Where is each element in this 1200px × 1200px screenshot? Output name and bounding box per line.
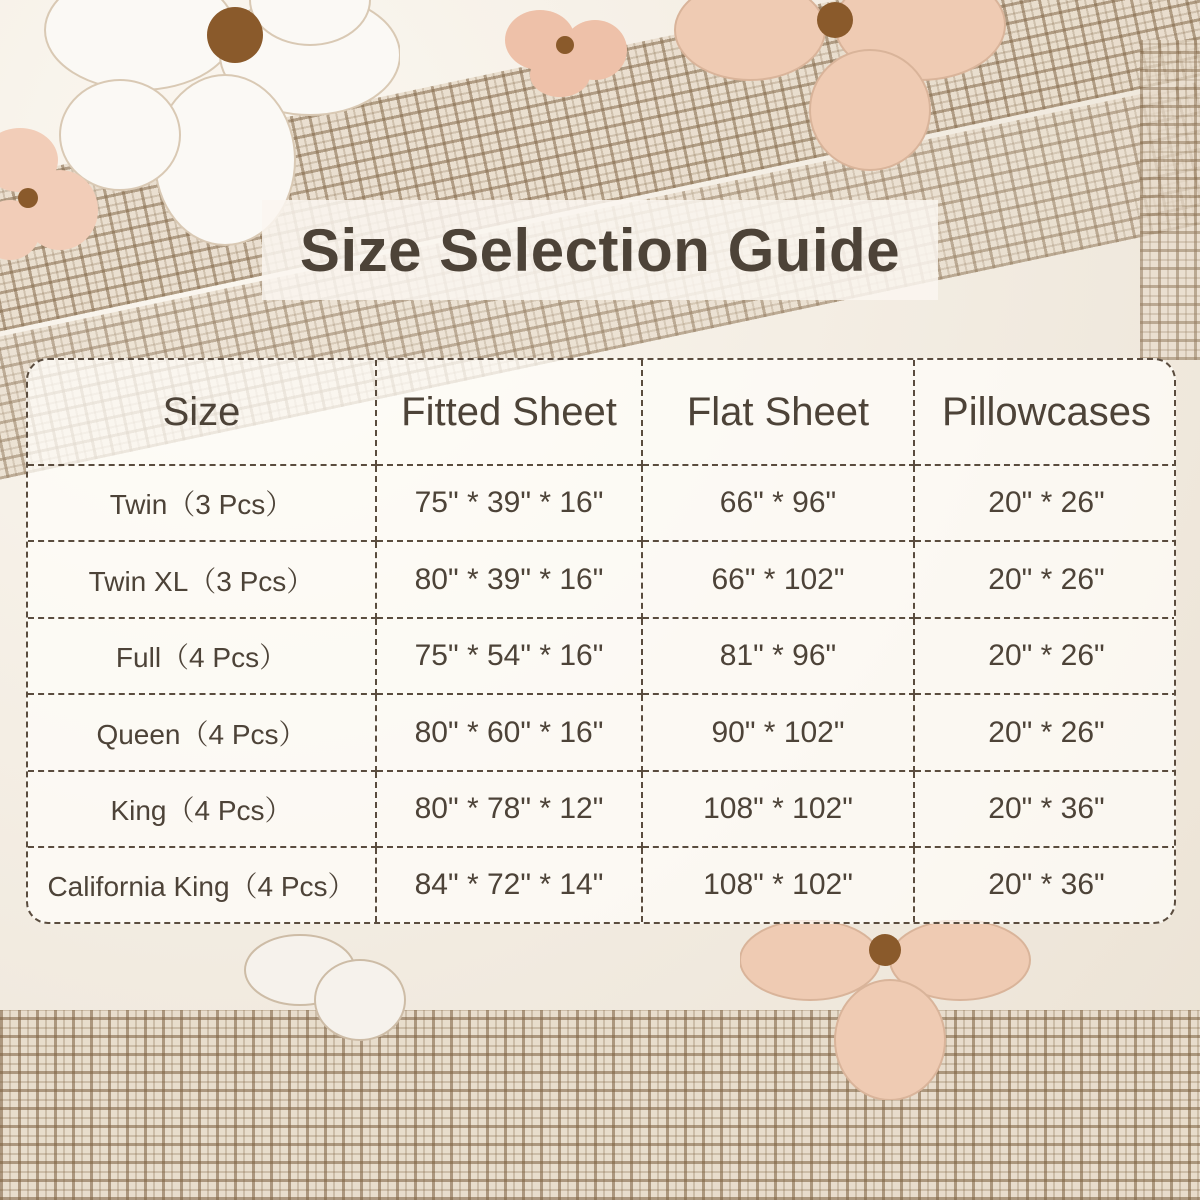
fitted-cell: 75" * 54" * 16" [376,618,642,694]
flat-cell: 81" * 96" [642,618,914,694]
pillow-cell: 20" * 36" [988,868,1105,902]
table-row [28,618,1176,694]
flat-cell: 108" * 102" [642,847,914,922]
flat-cell: 66" * 96" [642,465,914,541]
header-size: Size [28,360,376,465]
size-cell: Full（4 Pcs） [28,618,376,694]
flower-decoration [740,920,1040,1100]
size-cell: Twin（3 Pcs） [28,465,376,541]
flat-cell: 90" * 102" [642,694,914,770]
flower-decoration [670,0,1010,180]
flower-decoration [0,120,110,270]
size-cell: King（4 Pcs） [28,771,376,847]
flat-cell: 66" * 102" [642,541,914,617]
header-flat-sheet: Flat Sheet [642,360,914,465]
plaid-band-decoration [1140,40,1200,360]
table-row [28,694,1176,770]
pillow-cell: 20" * 36" [914,771,1176,847]
size-cell: Twin XL（3 Pcs） [28,541,376,617]
size-table-container [26,358,1176,924]
size-cell: Queen（4 Pcs） [28,694,376,770]
title-banner [262,200,938,300]
pillow-cell: 20" * 26" [914,694,1176,770]
flat-cell: 108" * 102" [642,771,914,847]
size-table [28,360,1176,922]
table-row [28,847,1176,922]
table-row [28,541,1176,617]
fitted-cell: 84" * 72" * 14" [376,847,642,922]
pillow-cell: 20" * 26" [914,541,1176,617]
fitted-cell: 75" * 39" * 16" [376,465,642,541]
header-pillowcases: Pillowcases [914,360,1176,465]
pillow-cell: 20" * 26" [914,618,1176,694]
table-row [28,465,1176,541]
header-fitted-sheet: Fitted Sheet [376,360,642,465]
fitted-cell: 80" * 39" * 16" [376,541,642,617]
flower-decoration [240,930,410,1050]
table-header-row [28,360,1176,465]
table-row [28,771,1176,847]
fitted-cell: 80" * 78" * 12" [376,771,642,847]
flower-decoration [500,0,630,100]
size-cell: California King（4 Pcs） [28,847,376,922]
page-title: Size Selection Guide [299,216,901,284]
fitted-cell: 80" * 60" * 16" [376,694,642,770]
pillow-cell: 20" * 26" [914,465,1176,541]
